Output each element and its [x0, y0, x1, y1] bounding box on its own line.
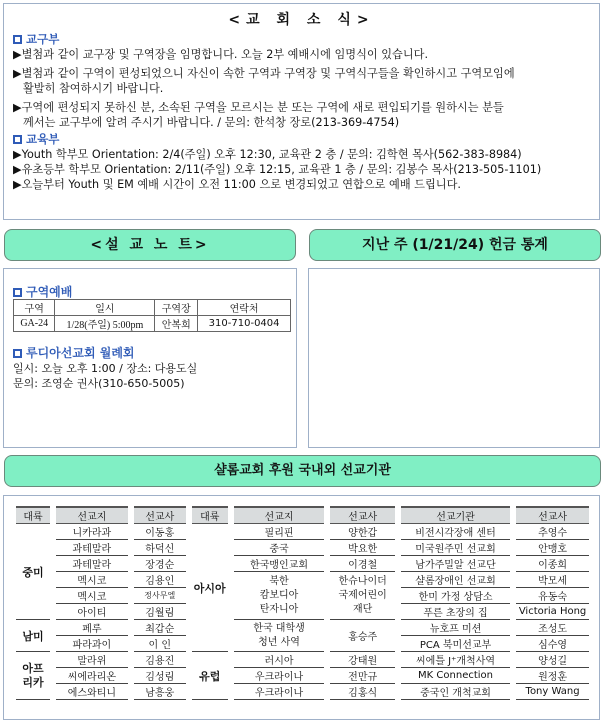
table-row: 씨에라리온 김성림 우크라이나 전만규 MK Connection 원정훈 [16, 668, 589, 684]
missions-box [3, 495, 600, 720]
news-item: ▶별첨과 같이 구역이 편성되었으니 자신이 속한 구역과 구역장 및 구역식구들을 확인하시고 구역모임에 활발히 참여하시기 바랍니다. [13, 67, 515, 95]
table-cell: GA-24 [14, 316, 55, 332]
table-row: 멕시코 정사무엘 한미 가정 상담소 유동숙 [16, 588, 589, 604]
church-news-title: <교 회 소 식> [228, 12, 375, 28]
table-cell: 안복희 [155, 316, 198, 332]
news-item: ▶구역에 편성되지 못하신 분, 소속된 구역을 모르시는 분 또는 구역에 새로 편입되기를 원하시는 분들 께서는 교구부에 알려 주시기 바랍니다. / 문의: 한석창 장로(213-369-4754) [13, 101, 504, 129]
sermon-note-title: <설 교 노 트> [4, 229, 296, 261]
lydia-heading: 루디아선교회 월례회 [13, 344, 135, 361]
table-row: 멕시코 김용인 북한 캄보디아 탄자니아 한슈나이더 국제어린이 재단 샬롬장애인 선교회 박모세 [16, 572, 589, 588]
table-row: 아프리카 말라위 김용진 유럽 러시아 강태원 씨에틀 J⁺개척사역 양성길 [16, 652, 589, 668]
square-bullet-icon [13, 135, 22, 144]
news-item: ▶별첨과 같이 교구장 및 구역장을 임명합니다. 오늘 2부 예배시에 임명식이 있습니다. [13, 48, 429, 61]
table-row: 중미 니카라과 이동홍 아시아 필리핀 양한갑 비전시각장애 센터 추영수 [16, 524, 589, 540]
cell-group-table [13, 299, 291, 332]
section-parish [13, 32, 598, 130]
cell-group-heading: 구역예배 [13, 283, 72, 300]
table-row: 과테말라 하덕신 중국 박요한 미국원주민 선교회 안맹호 [16, 540, 589, 556]
missions-table [16, 506, 589, 700]
table-header: 구역 [14, 300, 55, 316]
section-heading: 교육부 [13, 132, 598, 147]
multi-mission-field: 북한 캄보디아 탄자니아 [231, 572, 328, 620]
table-header: 구역장 [155, 300, 198, 316]
table-row: 과테말라 장경순 한국맹인교회 이경철 남가주밀알 선교단 이종희 [16, 556, 589, 572]
multi-mission-field: 한국 대학생 청년 사역 [231, 620, 328, 652]
table-header: 연락처 [198, 300, 291, 316]
offering-stats-title: 지난 주 (1/21/24) 헌금 통계 [309, 229, 601, 261]
table-row: 남미 페루 최갑순 한국 대학생 청년 사역 홍승주 뉴호프 미션 조성도 [16, 620, 589, 636]
church-news-box [3, 3, 600, 220]
multi-mission-org: 한슈나이더 국제어린이 재단 [327, 572, 398, 620]
offering-stats-box [308, 268, 600, 448]
news-item: ▶오늘부터 Youth 및 EM 예배 시간이 오전 11:00 으로 변경되었고 연합으로 예배 드립니다. [13, 178, 461, 191]
table-row: 파라과이 이 인 PCA 북미선교부 심수영 [16, 636, 589, 652]
lydia-info: 일시: 오늘 오후 1:00 / 장소: 다용도실 문의: 조영순 권사(310-650-5005) [13, 362, 198, 390]
table-cell: 1/28(주일) 5:00pm [55, 316, 155, 332]
news-item: ▶유초등부 학부모 Orientation: 2/11(주일) 오후 12:15, 교육관 1 층 / 문의: 김봉수 목사(213-505-1101) [13, 163, 542, 176]
news-item: ▶Youth 학부모 Orientation: 2/4(주일) 오후 12:30, 교육관 2 층 / 문의: 김학현 목사(562-383-8984) [13, 148, 522, 161]
sermon-note-box [3, 268, 297, 448]
table-header: 일시 [55, 300, 155, 316]
missions-title: 샬롬교회 후원 국내외 선교기관 [4, 455, 601, 487]
table-cell: 310-710-0404 [198, 316, 291, 332]
table-row: 아이티 김월림 푸른 초장의 집 Victoria Hong [16, 604, 589, 620]
square-bullet-icon [13, 349, 22, 358]
square-bullet-icon [13, 288, 22, 297]
square-bullet-icon [13, 35, 22, 44]
table-header-row: 대륙 선교지 선교사 대륙 선교지 선교사 선교기관 선교사 [16, 507, 589, 524]
section-heading: 교구부 [13, 32, 598, 47]
section-education [13, 132, 598, 192]
table-row: 에스와티니 남흥웅 우크라이나 김홍식 중국인 개척교회 Tony Wang [16, 684, 589, 700]
